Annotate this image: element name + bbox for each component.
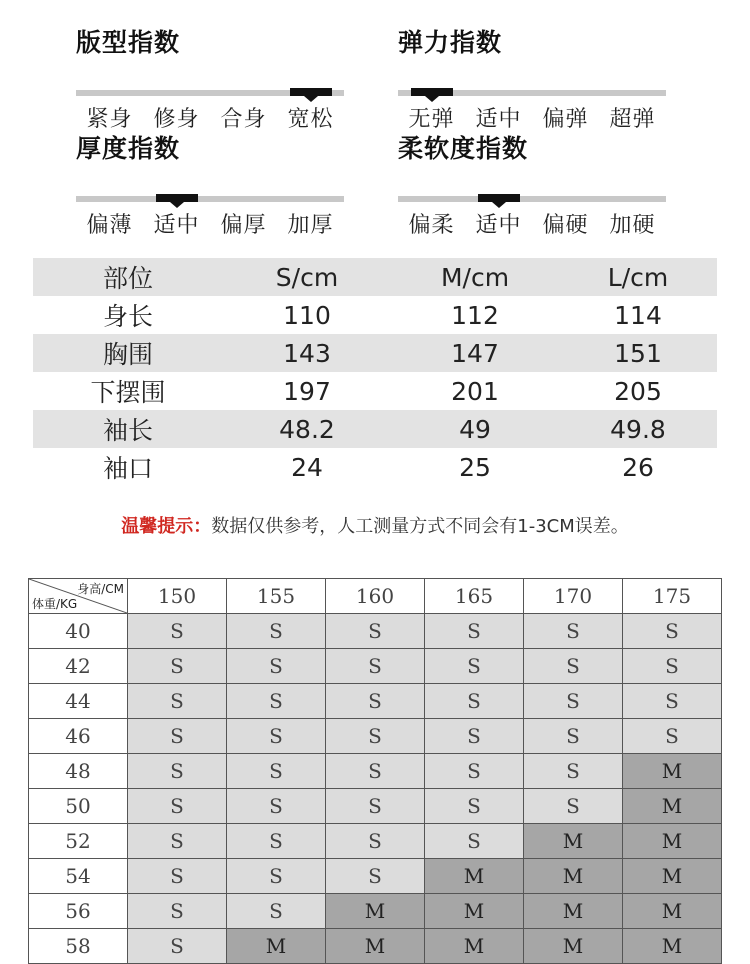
size-cell: S — [128, 929, 227, 964]
header-cell: M/cm — [391, 258, 559, 296]
value-cell: 25 — [459, 452, 491, 482]
index-label: 加硬 — [609, 213, 656, 238]
table-row — [33, 372, 717, 410]
part-cell: 胸围 — [33, 334, 223, 372]
size-cell: S — [425, 614, 524, 649]
table-row — [33, 296, 717, 334]
size-cell: M — [524, 929, 623, 964]
fit-index-marker — [290, 88, 332, 96]
size-cell: M — [623, 824, 722, 859]
index-label: 合身 — [220, 107, 267, 132]
value-cell: 147 — [391, 334, 559, 372]
part-cell: 下摆围 — [90, 378, 166, 407]
table-row — [29, 929, 722, 964]
table-row — [29, 754, 722, 789]
thickness-index-labels — [76, 208, 344, 239]
value-cell: 114 — [614, 300, 662, 330]
size-cell: M — [425, 929, 524, 964]
height-header: 170 — [524, 579, 623, 614]
table-row — [29, 824, 722, 859]
value-cell: 143 — [223, 334, 391, 372]
elasticity-index-marker — [411, 88, 453, 96]
part-cell: 袖长 — [33, 410, 223, 448]
table-row — [29, 859, 722, 894]
size-cell: S — [623, 719, 722, 754]
thickness-index-bar — [76, 196, 344, 202]
value-cell: 197 — [283, 376, 331, 406]
value-cell: 49.8 — [559, 410, 717, 448]
part-cell: 袖口 — [102, 454, 153, 483]
size-cell: S — [326, 649, 425, 684]
value-cell: 112 — [451, 300, 499, 330]
size-cell: M — [623, 894, 722, 929]
header-cell: S/cm — [223, 258, 391, 296]
index-label: 偏厚 — [220, 213, 267, 238]
tip-text: 数据仅供参考，人工测量方式不同会有1-3CM误差。 — [211, 516, 629, 537]
weight-cell: 44 — [29, 684, 128, 719]
elasticity-index — [398, 26, 666, 133]
size-cell: S — [128, 824, 227, 859]
size-cell: S — [326, 614, 425, 649]
weight-cell: 58 — [29, 929, 128, 964]
size-cell: M — [326, 929, 425, 964]
index-label: 适中 — [153, 213, 200, 238]
weight-cell: 48 — [29, 754, 128, 789]
size-cell: S — [128, 789, 227, 824]
weight-cell: 40 — [29, 614, 128, 649]
size-cell: S — [227, 859, 326, 894]
size-cell: M — [425, 894, 524, 929]
softness-index-marker — [478, 194, 520, 202]
size-cell: S — [128, 684, 227, 719]
value-cell: 201 — [451, 376, 499, 406]
table-row — [29, 684, 722, 719]
table-row — [29, 614, 722, 649]
size-cell: S — [326, 789, 425, 824]
header-cell: L/cm — [559, 258, 717, 296]
value-cell: 26 — [622, 452, 654, 482]
size-cell: S — [524, 614, 623, 649]
measurement-tip — [0, 512, 750, 538]
fit-index-labels — [76, 102, 344, 133]
elasticity-index-labels — [398, 102, 666, 133]
table-row — [33, 448, 717, 486]
size-cell: S — [326, 719, 425, 754]
fit-index-bar — [76, 90, 344, 96]
size-cell: S — [425, 649, 524, 684]
fit-index — [76, 26, 344, 133]
table-row — [29, 894, 722, 929]
value-cell: 48.2 — [223, 410, 391, 448]
size-cell: S — [623, 614, 722, 649]
size-cell: M — [524, 859, 623, 894]
size-table — [33, 258, 717, 486]
elasticity-index-title: 弹力指数 — [398, 28, 503, 57]
weight-cell: 52 — [29, 824, 128, 859]
size-cell: S — [425, 684, 524, 719]
size-cell: M — [524, 894, 623, 929]
size-cell: M — [425, 859, 524, 894]
index-label: 修身 — [153, 107, 200, 132]
size-cell: S — [227, 754, 326, 789]
value-cell: 24 — [291, 452, 323, 482]
height-header: 155 — [227, 579, 326, 614]
softness-index-labels — [398, 208, 666, 239]
size-cell: M — [623, 859, 722, 894]
size-cell: S — [326, 684, 425, 719]
size-cell: S — [227, 719, 326, 754]
elasticity-index-bar — [398, 90, 666, 96]
weight-cell: 50 — [29, 789, 128, 824]
size-cell: S — [227, 614, 326, 649]
tip-label: 温馨提示： — [121, 516, 212, 537]
index-label: 紧身 — [86, 107, 133, 132]
table-row — [29, 649, 722, 684]
softness-index-bar — [398, 196, 666, 202]
size-table-header — [33, 258, 717, 296]
table-row — [29, 719, 722, 754]
thickness-index-marker — [156, 194, 198, 202]
weight-cell: 42 — [29, 649, 128, 684]
size-cell: S — [524, 649, 623, 684]
size-cell: S — [128, 859, 227, 894]
size-cell: S — [524, 789, 623, 824]
index-label: 无弹 — [408, 107, 455, 132]
table-row — [33, 410, 717, 448]
size-cell: M — [227, 929, 326, 964]
size-cell: S — [128, 894, 227, 929]
size-cell: S — [623, 684, 722, 719]
size-cell: S — [425, 719, 524, 754]
thickness-index-title: 厚度指数 — [76, 134, 181, 163]
index-label: 偏硬 — [542, 213, 589, 238]
index-label: 宽松 — [287, 107, 334, 132]
size-cell: S — [425, 754, 524, 789]
height-header: 165 — [425, 579, 524, 614]
size-cell: M — [524, 824, 623, 859]
size-cell: M — [326, 894, 425, 929]
softness-index — [398, 132, 666, 239]
size-cell: S — [227, 894, 326, 929]
index-label: 偏薄 — [86, 213, 133, 238]
size-cell: S — [425, 824, 524, 859]
fit-index-title: 版型指数 — [76, 28, 181, 57]
table-row — [29, 789, 722, 824]
corner-cell — [29, 579, 128, 614]
value-cell: 205 — [614, 376, 662, 406]
height-header: 150 — [128, 579, 227, 614]
index-label: 偏柔 — [408, 213, 455, 238]
size-cell: S — [524, 719, 623, 754]
size-cell: S — [524, 684, 623, 719]
value-cell: 110 — [283, 300, 331, 330]
size-cell: M — [623, 929, 722, 964]
size-cell: S — [227, 684, 326, 719]
height-header: 175 — [623, 579, 722, 614]
size-cell: S — [326, 824, 425, 859]
index-label: 超弹 — [609, 107, 656, 132]
header-cell: 部位 — [33, 258, 223, 296]
index-label: 适中 — [475, 213, 522, 238]
size-cell: S — [326, 859, 425, 894]
size-recommendation-table — [28, 578, 722, 964]
size-cell: S — [128, 754, 227, 789]
index-label: 加厚 — [287, 213, 334, 238]
height-header: 160 — [326, 579, 425, 614]
thickness-index — [76, 132, 344, 239]
table-row — [33, 334, 717, 372]
size-cell: S — [227, 824, 326, 859]
value-cell: 151 — [559, 334, 717, 372]
size-cell: S — [524, 754, 623, 789]
weight-cell: 54 — [29, 859, 128, 894]
softness-index-title: 柔软度指数 — [398, 134, 529, 163]
corner-height-label: 身高/CM — [77, 582, 124, 596]
size-cell: S — [623, 649, 722, 684]
value-cell: 49 — [391, 410, 559, 448]
index-label: 适中 — [475, 107, 522, 132]
size-cell: M — [623, 789, 722, 824]
weight-cell: 46 — [29, 719, 128, 754]
size-cell: S — [128, 719, 227, 754]
size-cell: S — [128, 614, 227, 649]
size-cell: S — [227, 649, 326, 684]
size-cell: S — [128, 649, 227, 684]
part-cell: 身长 — [102, 302, 153, 331]
corner-weight-label: 体重/KG — [32, 597, 78, 611]
height-header-row — [29, 579, 722, 614]
weight-cell: 56 — [29, 894, 128, 929]
index-label: 偏弹 — [542, 107, 589, 132]
size-cell: S — [227, 789, 326, 824]
size-cell: S — [326, 754, 425, 789]
size-cell: S — [425, 789, 524, 824]
size-cell: M — [623, 754, 722, 789]
